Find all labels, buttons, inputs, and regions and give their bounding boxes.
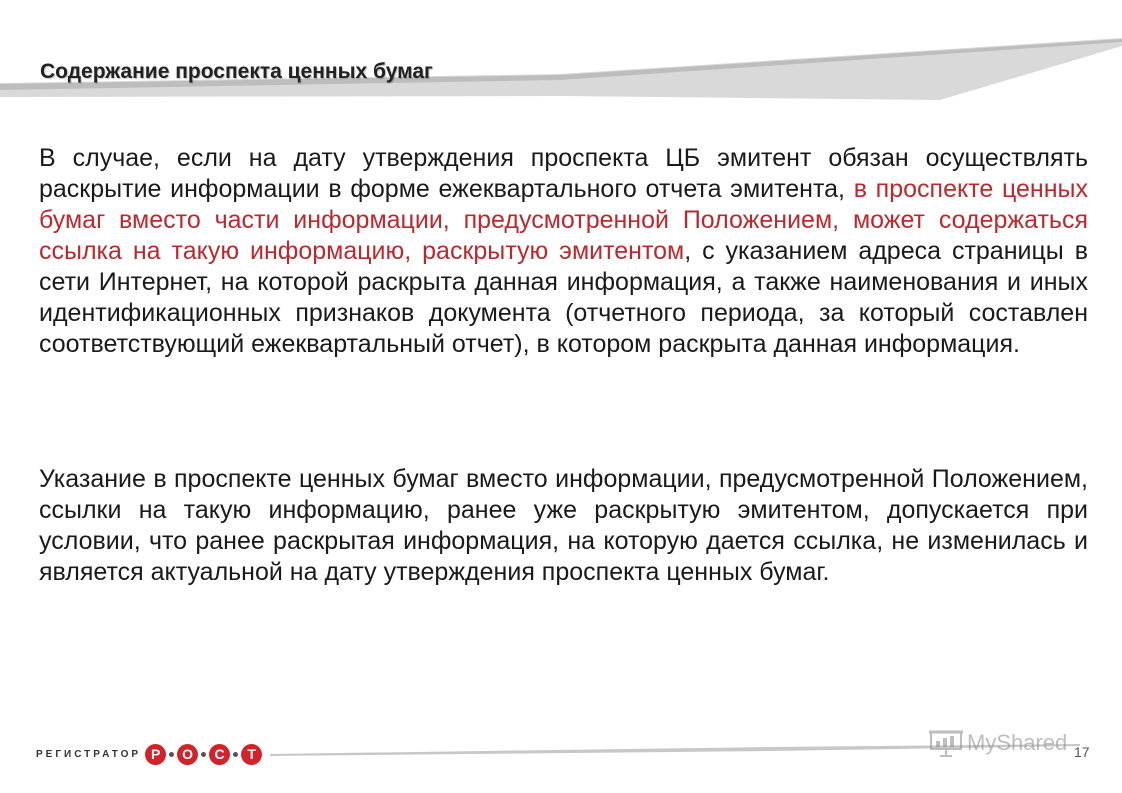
registrar-rost-logo	[36, 741, 262, 767]
logo-prefix-text: РЕГИСТРАТОР	[36, 748, 142, 760]
logo-letter-2: О	[177, 744, 198, 765]
logo-dot-icon	[233, 752, 238, 757]
slide-title: Содержание проспекта ценных бумаг	[40, 60, 433, 83]
logo-dot-icon	[201, 752, 206, 757]
myshared-watermark[interactable]	[929, 729, 1067, 757]
paragraph-1-text-after: , с указанием адреса страницы в сети Интернет, на которой раскрыта данная информация, а также наименования и иных идентификационных признаков документа (отчетного периода, за который составлен соответствующий ежеквартальный отчет), в котором раскрыта данная информация.	[39, 237, 1088, 358]
logo-letter-4: Т	[241, 744, 262, 765]
paragraph-1-text-before: В случае, если на дату утверждения проспекта ЦБ эмитент обязан осуществлять раскрытие информации в форме ежеквартального отчета эмитента,	[39, 144, 1088, 203]
logo-dot-icon	[169, 752, 174, 757]
logo-letter-1: Р	[145, 744, 166, 765]
page-number: 17	[1074, 744, 1090, 760]
logo-letter-3: С	[209, 744, 230, 765]
paragraph-1	[39, 143, 1088, 360]
header-swoosh	[0, 0, 1122, 110]
watermark-text: MyShared	[967, 730, 1068, 755]
paragraph-2: Указание в проспекте ценных бумаг вместо информации, предусмотренной Положением, ссылки на такую информацию, ранее уже раскрытую эмитентом, допускается при условии, что ранее раскрытая информация, на которую дается ссылка, не изменилась и является актуальной на дату утверждения проспекта ценных бумаг.	[39, 465, 1088, 586]
presentation-board-icon	[929, 729, 963, 757]
paragraph-1-highlight: в проспекте ценных бумаг вместо части информации, предусмотренной Положением, может содержаться ссылка на такую информацию, раскрытую эмитентом	[39, 175, 1088, 265]
